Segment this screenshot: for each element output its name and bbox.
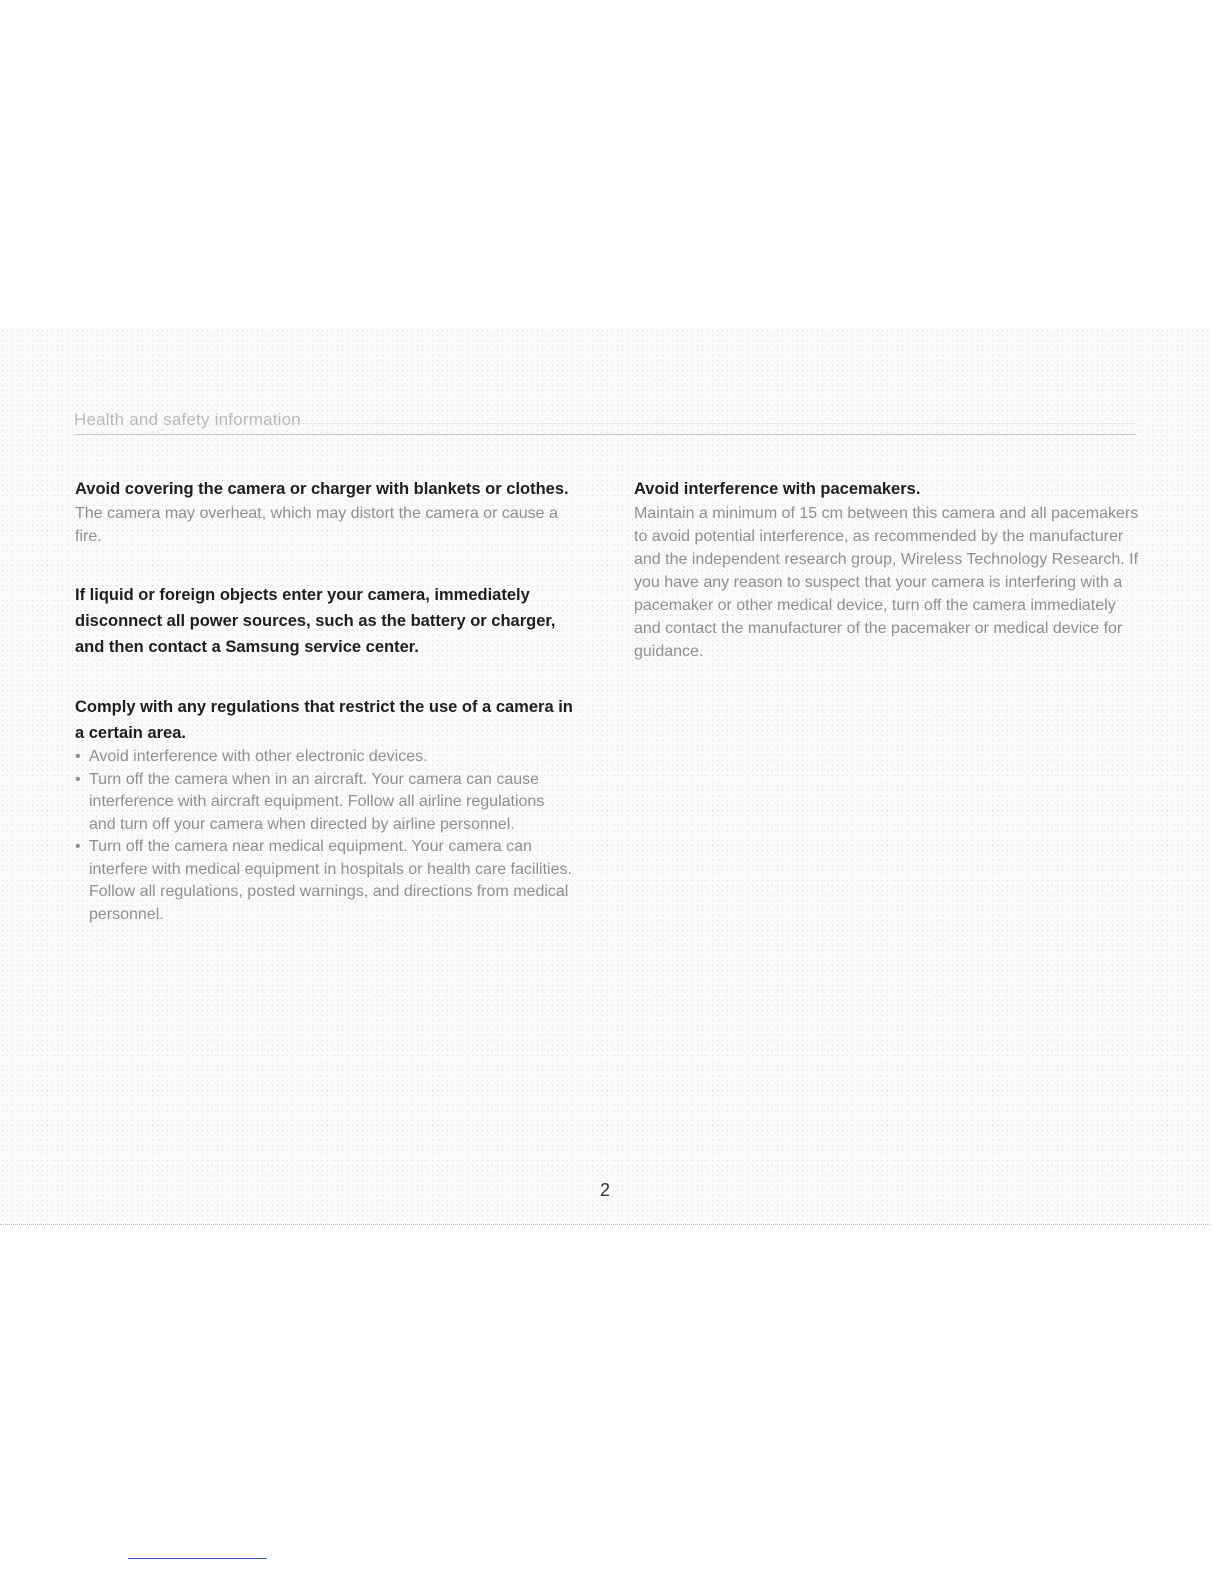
section-body: The camera may overheat, which may distort the camera or cause a fire. — [75, 505, 558, 545]
bullet-item — [75, 746, 575, 769]
bullet-text: Turn off the camera when in an aircraft. Your camera can cause interference with aircraft equipment. Follow all airline regulations and turn off your camera when directed by airline personnel. — [89, 770, 545, 833]
bullet-icon: • — [75, 748, 81, 765]
page-header-title: Health and safety information — [74, 410, 301, 429]
section-pacemakers — [634, 476, 1144, 663]
left-column — [75, 476, 575, 960]
regulations-bullet-list — [75, 746, 575, 926]
bullet-item — [75, 836, 575, 926]
section-heading: Avoid interference with pacemakers. — [634, 480, 921, 498]
right-column — [634, 476, 1144, 697]
section-covering — [75, 476, 575, 548]
manual-page — [0, 328, 1210, 1225]
decorative-underline — [128, 1558, 267, 1559]
section-heading: Comply with any regulations that restrict the use of a camera in a certain area. — [75, 698, 573, 742]
section-body: Maintain a minimum of 15 cm between this camera and all pacemakers to avoid potential interference, as recommended by the manufacturer and the independent research group, Wireless Technology Research. If you have any reason to suspect that your camera is interfering with a pacemaker or other medical device, turn off the camera immediately and contact the manufacturer of the pacemaker or medical device for guidance. — [634, 505, 1139, 660]
page-header — [74, 410, 1136, 435]
bullet-icon: • — [75, 770, 81, 788]
bullet-text: Avoid interference with other electronic devices. — [89, 748, 428, 765]
section-heading: If liquid or foreign objects enter your camera, immediately disconnect all power sources, such as the battery or charger, and then contact a Samsung service center. — [75, 586, 556, 656]
bullet-icon: • — [75, 838, 81, 855]
section-heading: Avoid covering the camera or charger with blankets or clothes. — [75, 480, 569, 498]
bullet-text: Turn off the camera near medical equipment. Your camera can interfere with medical equipment in hospitals or health care facilities. Follow all regulations, posted warnings, and directions from medical personnel. — [89, 838, 572, 923]
section-regulations — [75, 694, 575, 926]
header-dotted-rule — [284, 423, 1136, 424]
bullet-item — [75, 769, 575, 837]
section-liquid — [75, 582, 575, 660]
page-number: 2 — [599, 1180, 610, 1200]
